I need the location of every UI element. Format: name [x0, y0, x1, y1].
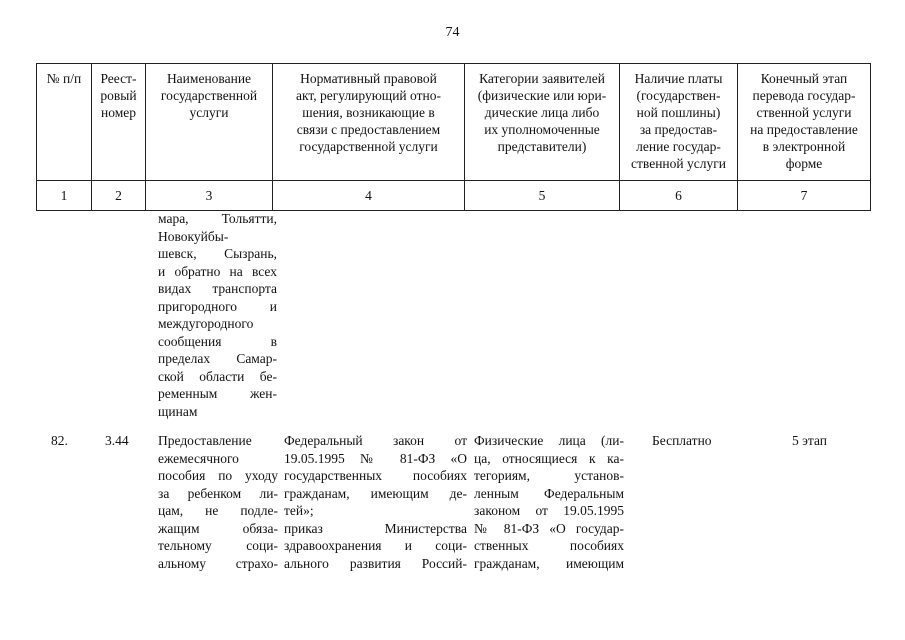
row-82-final-stage: 5 этап: [792, 433, 828, 448]
text-line: ца, относящиеся к ка-: [474, 450, 624, 466]
page-number: 74: [445, 25, 460, 40]
header-line: государственной: [160, 88, 258, 103]
row-82-fee: Бесплатно: [652, 433, 712, 448]
services-table-header: [36, 63, 871, 211]
header-line: дические лица либо: [484, 105, 600, 120]
column-number: 2: [92, 181, 146, 211]
header-num: № п/п: [37, 64, 92, 181]
column-number: 6: [620, 181, 738, 211]
column-number: 3: [146, 181, 273, 211]
header-service-name: [146, 64, 273, 181]
text-line: государственных пособиях: [284, 468, 467, 483]
continuation-service-name: [158, 210, 277, 420]
header-line: номер: [100, 105, 136, 120]
text-line: за ребенком ли-: [158, 485, 278, 501]
text-line: ственных пособиях: [474, 538, 624, 553]
header-line: акт, регулирующий отно-: [296, 88, 441, 103]
text-line: тегориям, установ-: [474, 468, 624, 483]
text-line: видах транспорта: [158, 281, 277, 296]
header-applicant-categories: [465, 64, 620, 181]
text-line: и обратно на всех: [158, 263, 277, 279]
header-line: в электронной: [762, 139, 846, 154]
header-line: их уполномоченные: [484, 122, 600, 137]
header-line: Наименование: [166, 71, 252, 86]
header-line: (физические или юри-: [477, 88, 607, 103]
text-line: тей»;: [284, 503, 314, 518]
text-line: тельному соци-: [158, 538, 278, 553]
row-82-registry-number: 3.44: [105, 433, 129, 448]
header-line: услуги: [189, 105, 229, 120]
text-line: междугородного: [158, 316, 254, 331]
header-line: Конечный этап: [760, 71, 848, 86]
header-registry-number: [92, 64, 146, 181]
row-82-applicant-categories: [474, 432, 624, 572]
text-line: Предоставление: [158, 433, 252, 448]
header-final-stage: [738, 64, 871, 181]
header-line: ление государ-: [636, 139, 721, 154]
text-line: гражданам, имеющим де-: [284, 485, 467, 501]
header-line: представители): [497, 139, 587, 154]
text-line: ленным Федеральным: [474, 485, 624, 501]
text-line: Новокуйбы-: [158, 228, 229, 244]
text-line: пособия по уходу: [158, 468, 278, 483]
text-line: Федеральный закон от: [284, 433, 467, 448]
text-line: шевск, Сызрань,: [158, 246, 277, 261]
header-line: государственной услуги: [299, 139, 438, 154]
header-line: на предоставление: [750, 122, 858, 137]
header-line: форме: [785, 156, 823, 171]
row-82-service-name: [158, 432, 278, 572]
text-line: пределах Самар-: [158, 351, 277, 366]
header-fee: [620, 64, 738, 181]
text-line: сообщения в: [158, 333, 277, 349]
text-line: приказ Министерства: [284, 520, 467, 536]
header-line: Наличие платы: [634, 71, 723, 86]
header-line: (государствен-: [636, 88, 721, 103]
header-line: ственной услуги: [631, 156, 726, 171]
text-line: пригородного и: [158, 298, 277, 314]
text-line: здравоохранения и соци-: [284, 538, 467, 553]
text-line: Физические лица (ли-: [474, 433, 624, 448]
column-number: 4: [273, 181, 465, 211]
text-line: ременным жен-: [158, 386, 277, 401]
text-line: № 81-ФЗ «О государ-: [474, 520, 624, 536]
text-line: 19.05.1995 № 81-ФЗ «О: [284, 450, 467, 466]
header-line: за предостав-: [639, 122, 718, 137]
header-legal-act: [273, 64, 465, 181]
text-line: щинам: [158, 403, 198, 419]
header-line: ровый: [100, 88, 137, 103]
column-number: 5: [465, 181, 620, 211]
text-line: ежемесячного: [158, 450, 239, 466]
text-line: гражданам, имеющим: [474, 555, 624, 571]
column-number: 7: [738, 181, 871, 211]
text-line: жащим обяза-: [158, 520, 278, 536]
header-line: шения, возникающие в: [302, 105, 435, 120]
text-line: мара, Тольятти,: [158, 211, 277, 226]
header-line: ственной услуги: [756, 105, 852, 120]
text-line: ской области бе-: [158, 368, 277, 384]
header-line: Нормативный правовой: [300, 71, 437, 86]
header-line: перевода государ-: [752, 88, 856, 103]
header-line: ной пошлины): [636, 105, 721, 120]
text-line: ального развития Россий-: [284, 555, 467, 571]
row-82-legal-act: [284, 432, 467, 572]
header-line: связи с предоставлением: [296, 122, 441, 137]
header-line: Категории заявителей: [479, 71, 605, 86]
column-number: 1: [37, 181, 92, 211]
row-82-number: 82.: [51, 433, 68, 448]
text-line: цам, не подле-: [158, 503, 278, 518]
text-line: альному страхо-: [158, 555, 278, 571]
header-line: Реест-: [100, 71, 137, 86]
text-line: законом от 19.05.1995: [474, 503, 624, 518]
